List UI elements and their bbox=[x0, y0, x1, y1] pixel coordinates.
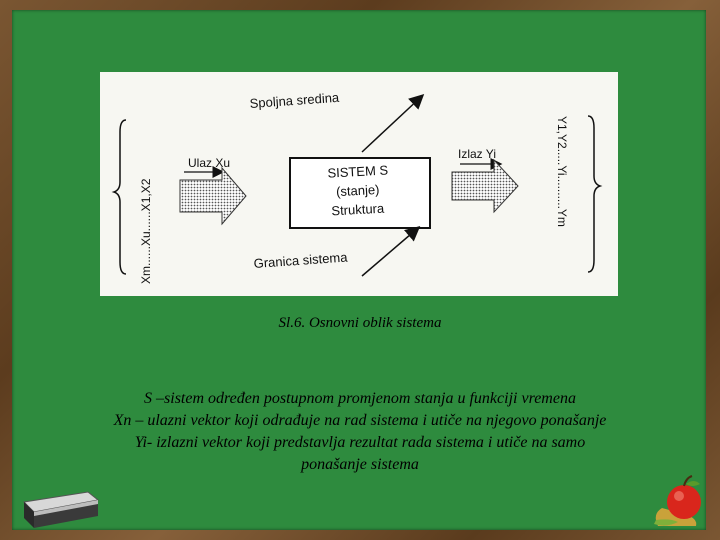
output-label: Izlaz Yi bbox=[458, 147, 497, 161]
environment-label: Spoljna sredina bbox=[249, 89, 340, 111]
description-line: Yi- izlazni vektor koji predstavlja rezultat rada sistema i utiče na samo bbox=[134, 434, 586, 451]
input-arrow bbox=[180, 168, 246, 224]
system-state: (stanje) bbox=[335, 181, 380, 200]
figure-caption: Sl.6. Osnovni oblik sistema bbox=[278, 315, 442, 331]
input-brace bbox=[114, 120, 126, 274]
boundary-arrow bbox=[362, 228, 418, 276]
system-diagram-svg bbox=[100, 72, 618, 296]
system-diagram bbox=[100, 72, 618, 296]
environment-arrow bbox=[362, 96, 422, 152]
input-vector-label: Xm......Xu......X1,X2 bbox=[139, 178, 153, 284]
output-brace bbox=[588, 116, 600, 272]
input-label: Ulaz Xu bbox=[188, 156, 231, 170]
description-line: Xn – ulazni vektor koji odrađuje na rad sistema i utiče na njegovo ponašanje bbox=[113, 412, 607, 429]
eraser-icon bbox=[18, 484, 100, 535]
description bbox=[20, 388, 700, 476]
system-structure: Struktura bbox=[331, 200, 385, 219]
system-title: SISTEM S bbox=[327, 162, 389, 181]
description-line: S –sistem određen postupnom promjenom stanja u funkciji vremena bbox=[144, 390, 576, 407]
output-vector-label: Y1,Y2.....Yi..........Ym bbox=[555, 116, 569, 227]
apple-icon bbox=[648, 474, 708, 537]
description-line: ponašanje sistema bbox=[301, 456, 419, 473]
output-arrow bbox=[452, 160, 518, 212]
boundary-label: Granica sistema bbox=[253, 249, 348, 271]
